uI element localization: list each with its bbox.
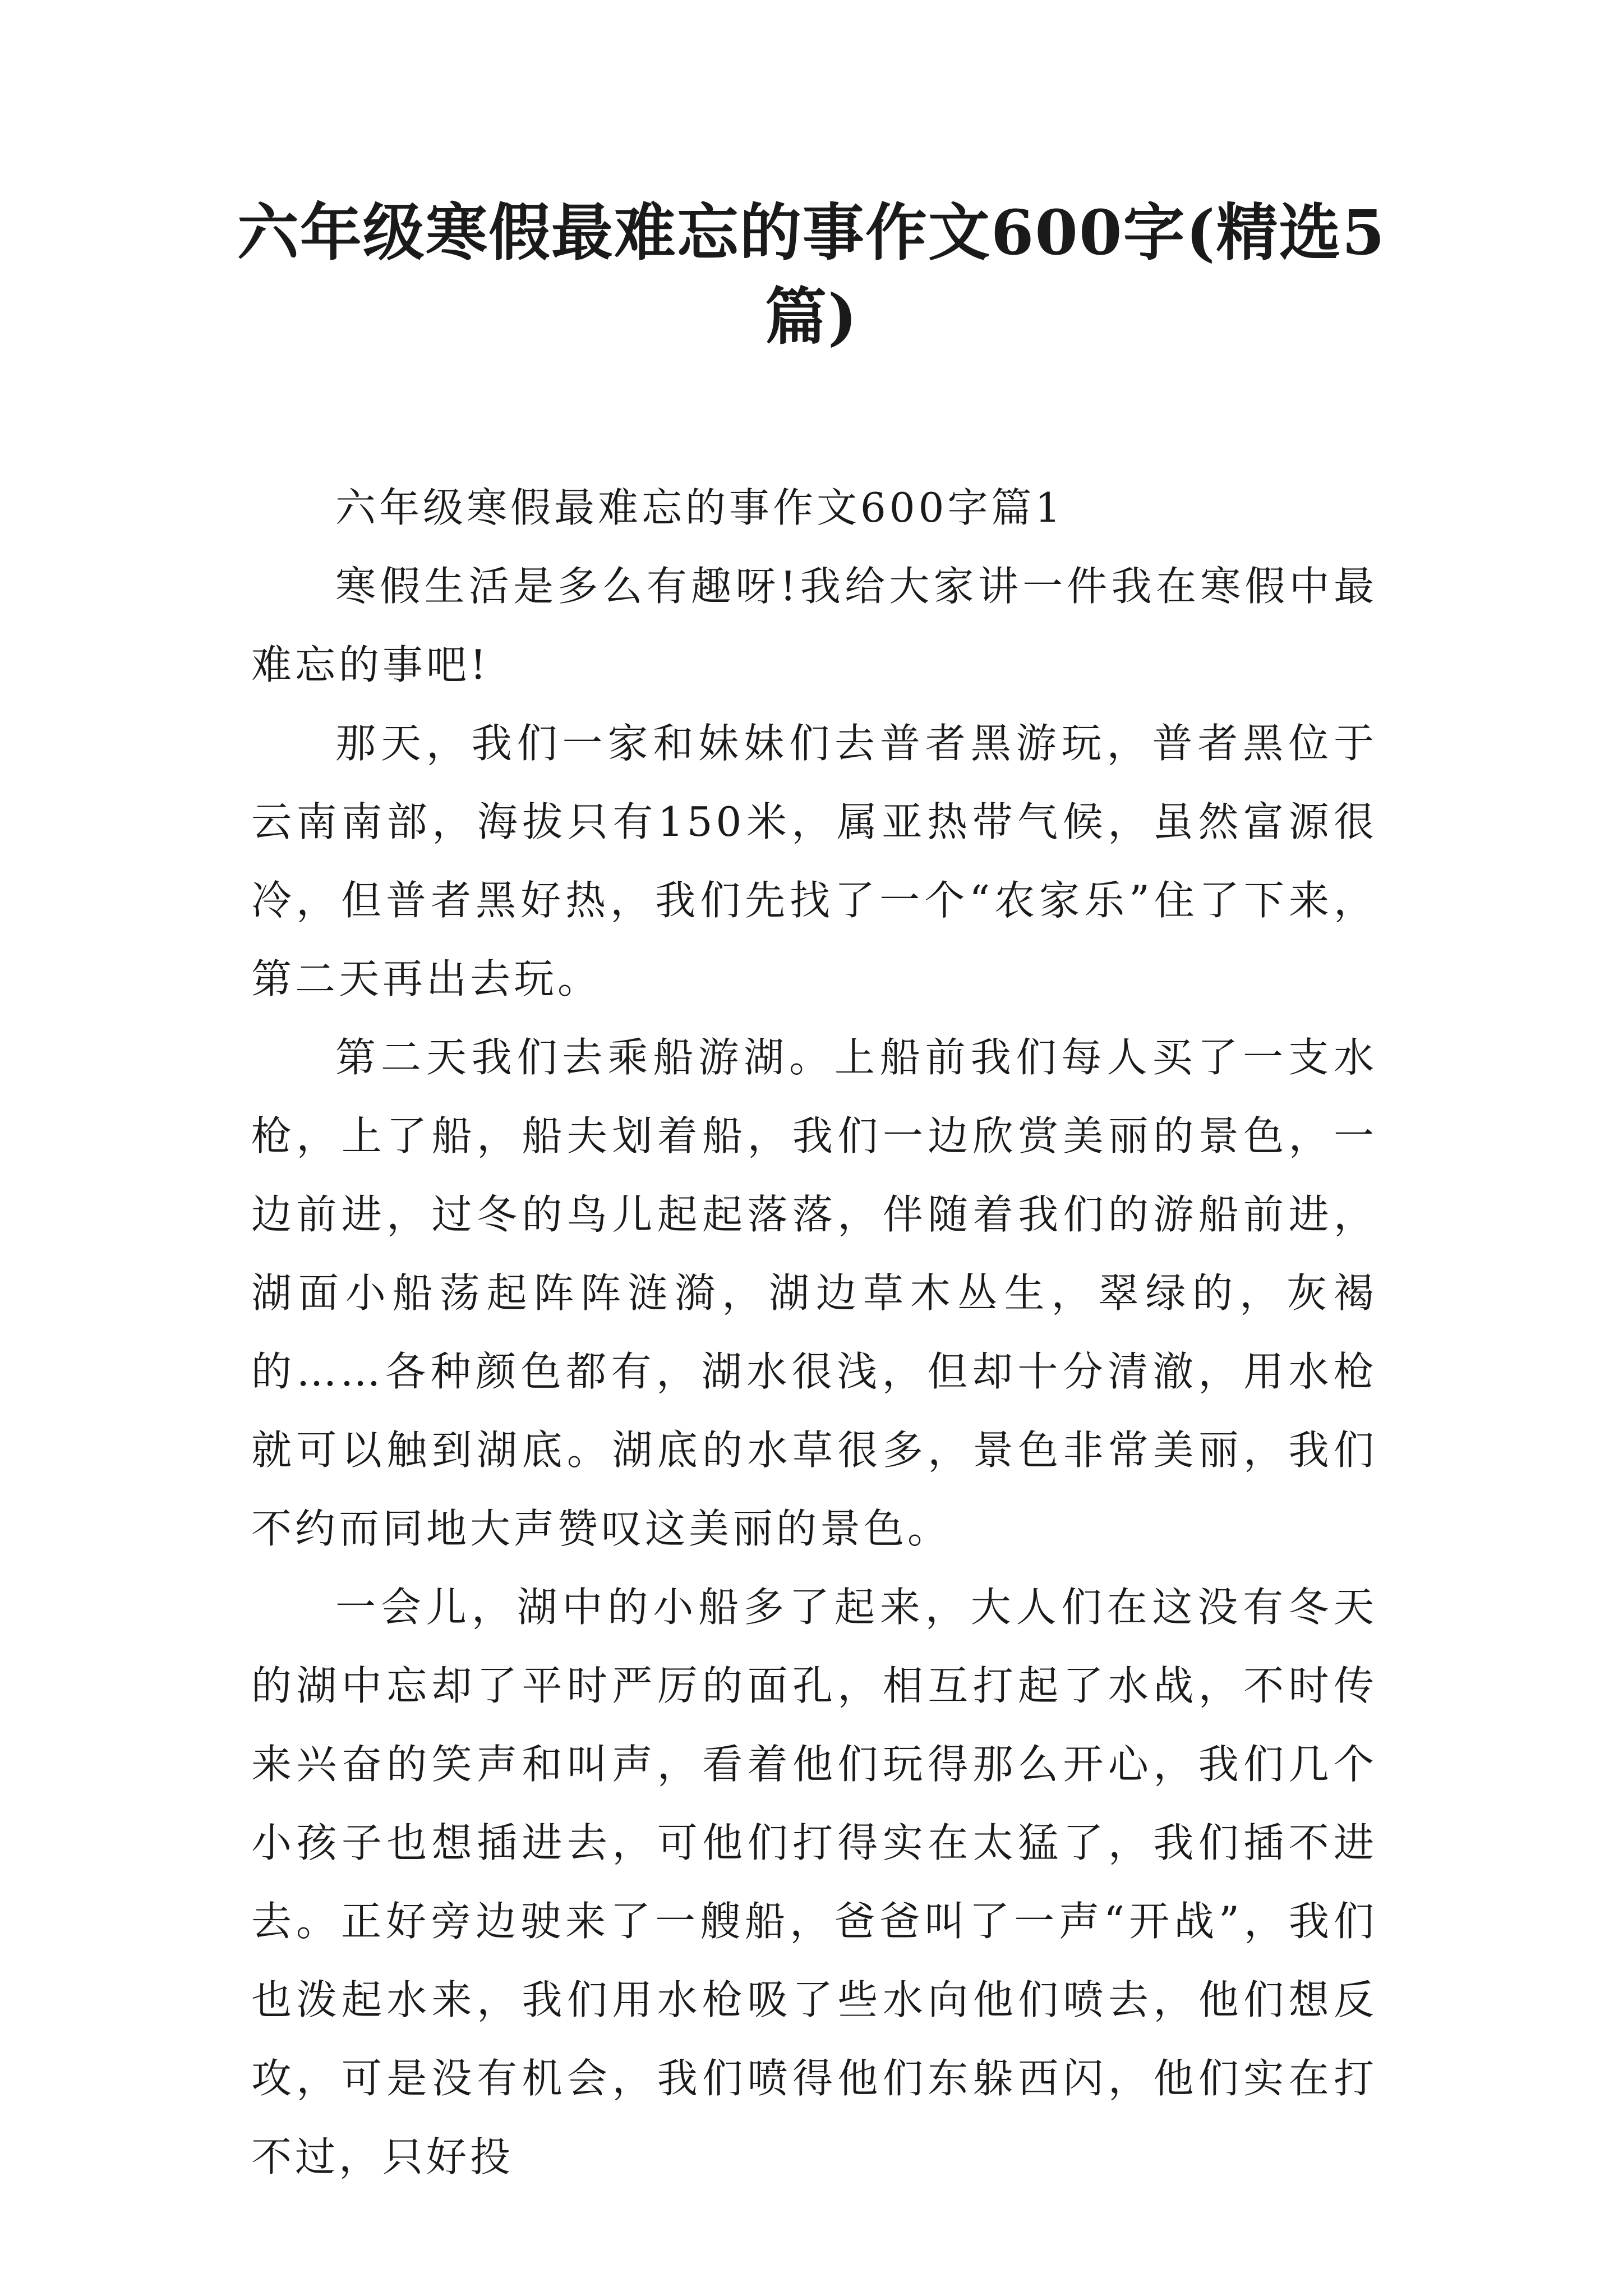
- document-body: [251, 468, 1377, 2196]
- paragraph: 那天，我们一家和妹妹们去普者黑游玩，普者黑位于云南南部，海拔只有150米，属亚热带气候，虽然富源很冷，但普者黑好热，我们先找了一个“农家乐”住了下来，第二天再出去玩。: [251, 720, 1377, 1002]
- paragraph: 第二天我们去乘船游湖。上船前我们每人买了一支水枪，上了船，船夫划着船，我们一边欣赏美丽的景色，一边前进，过冬的鸟儿起起落落，伴随着我们的游船前进，湖面小船荡起阵阵涟漪，湖边草木丛生，翠绿的，灰褐的……各种颜色都有，湖水很浅，但却十分清澈，用水枪就可以触到湖底。湖底的水草很多，景色非常美丽，我们不约而同地大声赞叹这美丽的景色。: [251, 1034, 1377, 1552]
- document-title: 六年级寒假最难忘的事作文600字(精选5篇): [237, 196, 1386, 353]
- paragraph: 寒假生活是多么有趣呀!我给大家讲一件我在寒假中最难忘的事吧!: [251, 563, 1377, 688]
- paragraph: 一会儿，湖中的小船多了起来，大人们在这没有冬天的湖中忘却了平时严厉的面孔，相互打起了水战，不时传来兴奋的笑声和叫声，看着他们玩得那么开心，我们几个小孩子也想插进去，可他们打得实在太猛了，我们插不进去。正好旁边驶来了一艘船，爸爸叫了一声“开战”，我们也泼起水来，我们用水枪吸了些水向他们喷去，他们想反攻，可是没有机会，我们喷得他们东躲西闪，他们实在打不过，只好投: [251, 1584, 1377, 2180]
- section-heading: 六年级寒假最难忘的事作文600字篇1: [335, 484, 1064, 531]
